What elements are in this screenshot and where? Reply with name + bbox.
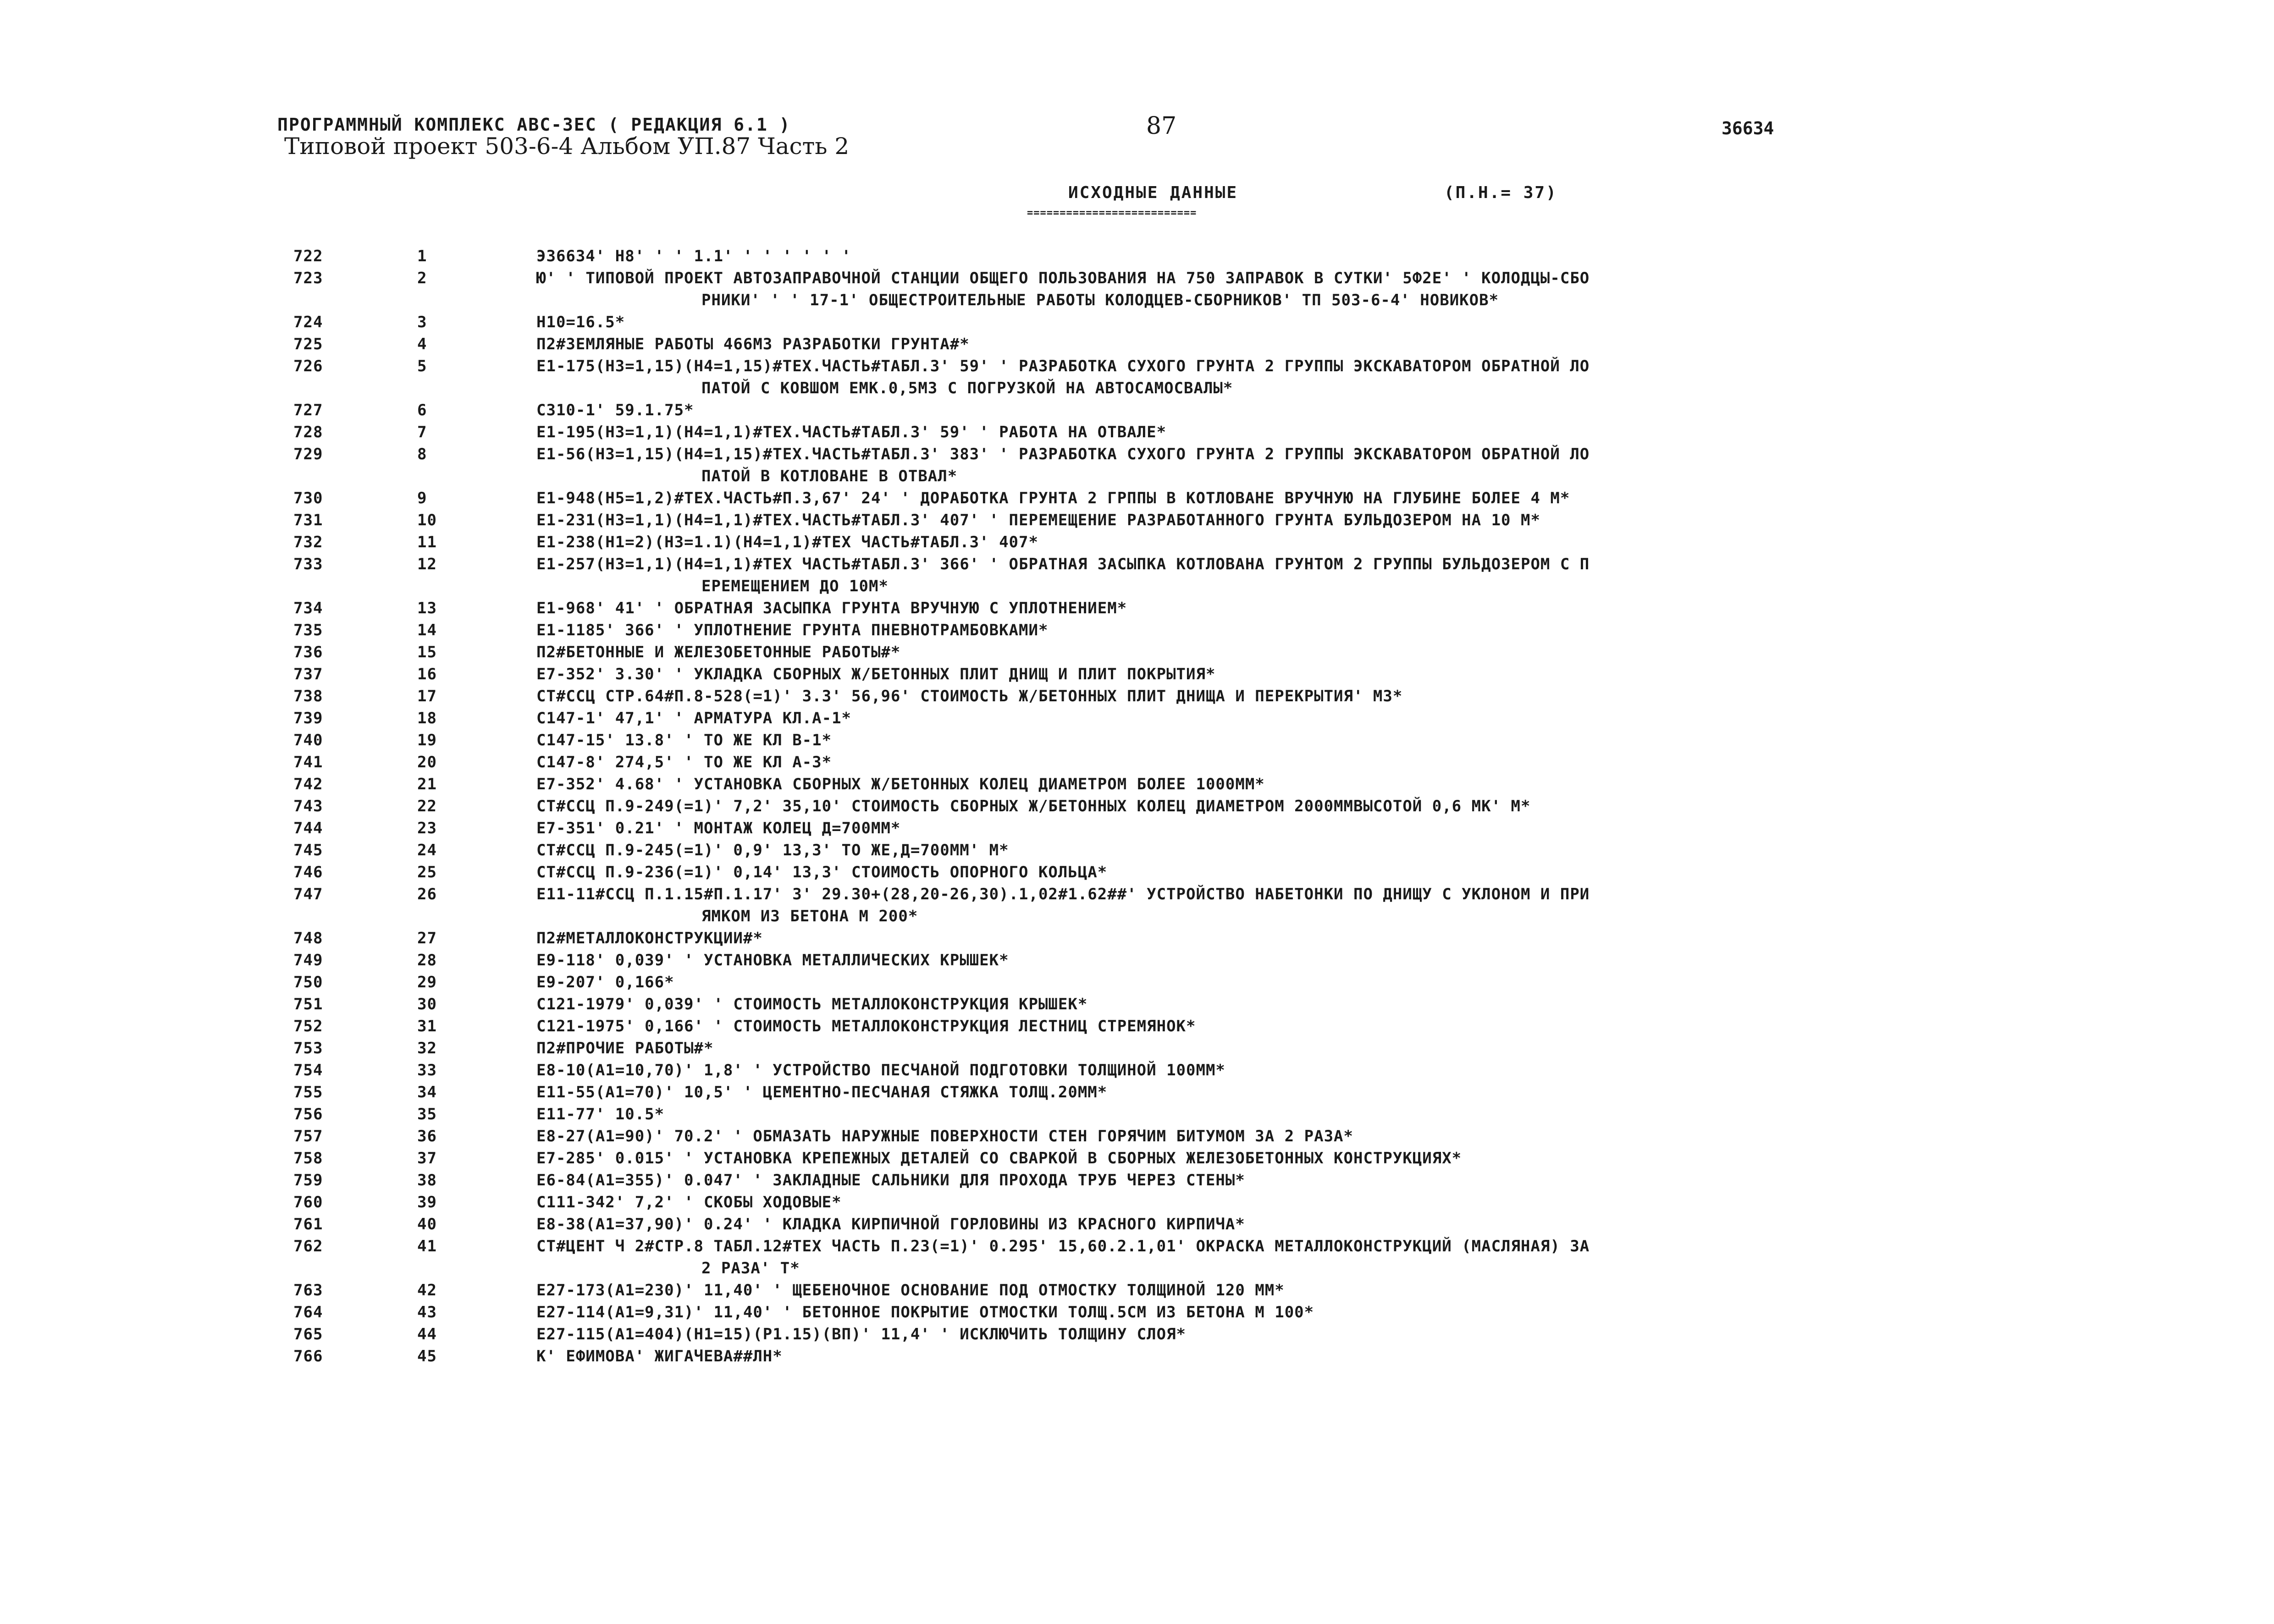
document-number: 36634	[1722, 118, 1774, 138]
line-number: 728	[293, 423, 323, 441]
line-number: 759	[293, 1171, 323, 1189]
item-index: 24	[417, 841, 437, 859]
record-text: Е11-55(А1=70)' 10,5' ' ЦЕМЕНТНО-ПЕСЧАНАЯ СТЯЖКА ТОЛЩ.20ММ*	[536, 1083, 1108, 1101]
item-index: 41	[417, 1237, 437, 1255]
listing-row	[293, 1213, 2008, 1235]
listing-row	[293, 883, 2008, 905]
line-number: 764	[293, 1303, 323, 1321]
item-index: 10	[417, 511, 437, 529]
record-text: С147-8' 274,5' ' ТО ЖЕ КЛ А-3*	[536, 753, 832, 771]
line-number: 758	[293, 1149, 323, 1167]
record-text: С111-342' 7,2' ' СКОБЫ ХОДОВЫЕ*	[536, 1193, 842, 1211]
record-text: Н10=16.5*	[536, 313, 625, 331]
record-text: СТ#ССЦ П.9-249(=1)' 7,2' 35,10' СТОИМОСТЬ СБОРНЫХ Ж/БЕТОННЫХ КОЛЕЦ ДИАМЕТРОМ 2000ММВЫСОТОЙ 0,6 МК' М*	[536, 797, 1531, 815]
item-index: 31	[417, 1017, 437, 1035]
item-index: 7	[417, 423, 427, 441]
line-number: 742	[293, 775, 323, 793]
listing-row	[293, 707, 2008, 729]
item-index: 27	[417, 929, 437, 947]
line-number: 729	[293, 445, 323, 463]
listing-row	[293, 399, 2008, 421]
line-number: 765	[293, 1325, 323, 1343]
line-number: 745	[293, 841, 323, 859]
listing-row-continuation	[293, 905, 2008, 927]
item-index: 39	[417, 1193, 437, 1211]
listing-row	[293, 597, 2008, 619]
listing-row	[293, 311, 2008, 333]
line-number: 740	[293, 731, 323, 749]
record-text: Е8-27(А1=90)' 70.2' ' ОБМАЗАТЬ НАРУЖНЫЕ ПОВЕРХНОСТИ СТЕН ГОРЯЧИМ БИТУМОМ ЗА 2 РАЗА*	[536, 1127, 1353, 1145]
item-index: 11	[417, 533, 437, 551]
item-index: 38	[417, 1171, 437, 1189]
record-text: Е7-352' 4.68' ' УСТАНОВКА СБОРНЫХ Ж/БЕТОННЫХ КОЛЕЦ ДИАМЕТРОМ БОЛЕЕ 1000ММ*	[536, 775, 1265, 793]
listing-row	[293, 421, 2008, 443]
item-index: 13	[417, 599, 437, 617]
item-index: 8	[417, 445, 427, 463]
record-text: Е9-118' 0,039' ' УСТАНОВКА МЕТАЛЛИЧЕСКИХ КРЫШЕК*	[536, 951, 1009, 969]
item-index: 6	[417, 401, 427, 419]
record-text: С147-1' 47,1' ' АРМАТУРА КЛ.А-1*	[536, 709, 852, 727]
line-number: 723	[293, 269, 323, 287]
listing-row	[293, 443, 2008, 465]
page-number: 87	[1146, 112, 1177, 140]
line-number: 734	[293, 599, 323, 617]
record-text: Е1-238(Н1=2)(Н3=1.1)(Н4=1,1)#ТЕХ ЧАСТЬ#ТАБЛ.3' 407*	[536, 533, 1038, 551]
line-number: 741	[293, 753, 323, 771]
data-listing	[293, 245, 2008, 1367]
listing-row	[293, 267, 2008, 289]
listing-row	[293, 1015, 2008, 1037]
record-text-continuation: ЯМКОМ ИЗ БЕТОНА М 200*	[701, 907, 918, 925]
line-number: 738	[293, 687, 323, 705]
item-index: 18	[417, 709, 437, 727]
line-number: 739	[293, 709, 323, 727]
line-number: 743	[293, 797, 323, 815]
listing-row	[293, 1301, 2008, 1323]
section-reference: (П.Н.= 37)	[1444, 183, 1557, 202]
line-number: 735	[293, 621, 323, 639]
record-text: П2#МЕТАЛЛОКОНСТРУКЦИИ#*	[536, 929, 763, 947]
record-text: Е27-114(А1=9,31)' 11,40' ' БЕТОННОЕ ПОКРЫТИЕ ОТМОСТКИ ТОЛЩ.5СМ ИЗ БЕТОНА М 100*	[536, 1303, 1314, 1321]
line-number: 724	[293, 313, 323, 331]
listing-row	[293, 509, 2008, 531]
program-header: ПРОГРАММНЫЙ КОМПЛЕКС АВС-3ЕС ( РЕДАКЦИЯ 6.1 )	[277, 115, 791, 135]
line-number: 737	[293, 665, 323, 683]
item-index: 25	[417, 863, 437, 881]
listing-row	[293, 795, 2008, 817]
record-text: СТ#ЦЕНТ Ч 2#СТР.8 ТАБЛ.12#ТЕХ ЧАСТЬ П.23(=1)' 0.295' 15,60.2.1,01' ОКРАСКА МЕТАЛЛОКОНСТРУКЦИЙ (МАСЛЯНАЯ) ЗА	[536, 1237, 1590, 1255]
listing-row-continuation	[293, 1257, 2008, 1279]
listing-row-continuation	[293, 465, 2008, 487]
line-number: 763	[293, 1281, 323, 1299]
line-number: 749	[293, 951, 323, 969]
record-text: Е7-352' 3.30' ' УКЛАДКА СБОРНЫХ Ж/БЕТОННЫХ ПЛИТ ДНИЩ И ПЛИТ ПОКРЫТИЯ*	[536, 665, 1216, 683]
record-text: С121-1979' 0,039' ' СТОИМОСТЬ МЕТАЛЛОКОНСТРУКЦИЯ КРЫШЕК*	[536, 995, 1088, 1013]
line-number: 752	[293, 1017, 323, 1035]
listing-row	[293, 487, 2008, 509]
listing-row	[293, 993, 2008, 1015]
line-number: 731	[293, 511, 323, 529]
project-header: Типовой проект 503-6-4 Альбом УП.87 Часть 2	[284, 133, 850, 160]
record-text: Е7-351' 0.21' ' МОНТАЖ КОЛЕЦ Д=700ММ*	[536, 819, 901, 837]
record-text: Е1-175(Н3=1,15)(Н4=1,15)#ТЕХ.ЧАСТЬ#ТАБЛ.3' 59' ' РАЗРАБОТКА СУХОГО ГРУНТА 2 ГРУППЫ ЭКСКАВАТОРОМ ОБРАТНОЙ ЛО	[536, 357, 1590, 375]
line-number: 727	[293, 401, 323, 419]
record-text: П2#БЕТОННЫЕ И ЖЕЛЕЗОБЕТОННЫЕ РАБОТЫ#*	[536, 643, 901, 661]
line-number: 747	[293, 885, 323, 903]
listing-row	[293, 1279, 2008, 1301]
record-text: СТ#ССЦ П.9-245(=1)' 0,9' 13,3' ТО ЖЕ,Д=700ММ' М*	[536, 841, 1009, 859]
line-number: 726	[293, 357, 323, 375]
item-index: 17	[417, 687, 437, 705]
item-index: 4	[417, 335, 427, 353]
listing-row	[293, 1235, 2008, 1257]
listing-row-continuation	[293, 377, 2008, 399]
line-number: 751	[293, 995, 323, 1013]
line-number: 766	[293, 1347, 323, 1365]
listing-row	[293, 1147, 2008, 1169]
record-text: Э36634' Н8' ' ' 1.1' ' ' ' ' ' '	[536, 247, 852, 265]
item-index: 30	[417, 995, 437, 1013]
item-index: 2	[417, 269, 427, 287]
listing-row	[293, 729, 2008, 751]
line-number: 757	[293, 1127, 323, 1145]
item-index: 45	[417, 1347, 437, 1365]
record-text: Е1-948(Н5=1,2)#ТЕХ.ЧАСТЬ#П.3,67' 24' ' ДОРАБОТКА ГРУНТА 2 ГРППЫ В КОТЛОВАНЕ ВРУЧНУЮ НА ГЛУБИНЕ БОЛЕЕ 4 М*	[536, 489, 1570, 507]
item-index: 19	[417, 731, 437, 749]
item-index: 42	[417, 1281, 437, 1299]
record-text: Е1-968' 41' ' ОБРАТНАЯ ЗАСЫПКА ГРУНТА ВРУЧНУЮ С УПЛОТНЕНИЕМ*	[536, 599, 1127, 617]
listing-row	[293, 927, 2008, 949]
record-text: П2#ПРОЧИЕ РАБОТЫ#*	[536, 1039, 714, 1057]
record-text: П2#ЗЕМЛЯНЫЕ РАБОТЫ 466М3 РАЗРАБОТКИ ГРУНТА#*	[536, 335, 970, 353]
record-text: Е1-56(Н3=1,15)(Н4=1,15)#ТЕХ.ЧАСТЬ#ТАБЛ.3' 383' ' РАЗРАБОТКА СУХОГО ГРУНТА 2 ГРУППЫ ЭКСКАВАТОРОМ ОБРАТНОЙ ЛО	[536, 445, 1590, 463]
record-text-continuation: ПАТОЙ С КОВШОМ ЕМК.0,5М3 С ПОГРУЗКОЙ НА АВТОСАМОСВАЛЫ*	[701, 379, 1233, 397]
record-text: Е1-195(Н3=1,1)(Н4=1,1)#ТЕХ.ЧАСТЬ#ТАБЛ.3' 59' ' РАБОТА НА ОТВАЛЕ*	[536, 423, 1167, 441]
record-text: К' ЕФИМОВА' ЖИГАЧЕВА##ЛН*	[536, 1347, 783, 1365]
line-number: 750	[293, 973, 323, 991]
item-index: 21	[417, 775, 437, 793]
record-text: Е6-84(А1=355)' 0.047' ' ЗАКЛАДНЫЕ САЛЬНИКИ ДЛЯ ПРОХОДА ТРУБ ЧЕРЕЗ СТЕНЫ*	[536, 1171, 1245, 1189]
line-number: 746	[293, 863, 323, 881]
section-title: ИСХОДНЫЕ ДАННЫЕ	[1068, 183, 1238, 202]
listing-row-continuation	[293, 289, 2008, 311]
item-index: 22	[417, 797, 437, 815]
listing-row	[293, 553, 2008, 575]
listing-row	[293, 861, 2008, 883]
item-index: 23	[417, 819, 437, 837]
record-text: Е11-77' 10.5*	[536, 1105, 665, 1123]
record-text: Е1-1185' 366' ' УПЛОТНЕНИЕ ГРУНТА ПНЕВНОТРАМБОВКАМИ*	[536, 621, 1049, 639]
listing-row	[293, 1081, 2008, 1103]
line-number: 732	[293, 533, 323, 551]
line-number: 756	[293, 1105, 323, 1123]
item-index: 1	[417, 247, 427, 265]
item-index: 40	[417, 1215, 437, 1233]
line-number: 753	[293, 1039, 323, 1057]
listing-row	[293, 971, 2008, 993]
item-index: 16	[417, 665, 437, 683]
record-text: С147-15' 13.8' ' ТО ЖЕ КЛ В-1*	[536, 731, 832, 749]
record-text: СТ#ССЦ П.9-236(=1)' 0,14' 13,3' СТОИМОСТЬ ОПОРНОГО КОЛЬЦА*	[536, 863, 1108, 881]
item-index: 3	[417, 313, 427, 331]
record-text: Е9-207' 0,166*	[536, 973, 674, 991]
listing-row	[293, 751, 2008, 773]
listing-row-continuation	[293, 575, 2008, 597]
listing-row	[293, 839, 2008, 861]
record-text: С121-1975' 0,166' ' СТОИМОСТЬ МЕТАЛЛОКОНСТРУКЦИЯ ЛЕСТНИЦ СТРЕМЯНОК*	[536, 1017, 1196, 1035]
listing-row	[293, 1059, 2008, 1081]
item-index: 33	[417, 1061, 437, 1079]
listing-row	[293, 1169, 2008, 1191]
record-text: Е27-115(А1=404)(Н1=15)(Р1.15)(ВП)' 11,4' ' ИСКЛЮЧИТЬ ТОЛЩИНУ СЛОЯ*	[536, 1325, 1187, 1343]
line-number: 754	[293, 1061, 323, 1079]
line-number: 736	[293, 643, 323, 661]
line-number: 760	[293, 1193, 323, 1211]
line-number: 733	[293, 555, 323, 573]
section-underline: ==========================	[1027, 207, 1197, 219]
item-index: 20	[417, 753, 437, 771]
item-index: 28	[417, 951, 437, 969]
line-number: 755	[293, 1083, 323, 1101]
listing-row	[293, 949, 2008, 971]
listing-row	[293, 663, 2008, 685]
listing-row	[293, 1323, 2008, 1345]
record-text: Е1-257(Н3=1,1)(Н4=1,1)#ТЕХ ЧАСТЬ#ТАБЛ.3' 366' ' ОБРАТНАЯ ЗАСЫПКА КОТЛОВАНА ГРУНТОМ 2 ГРУППЫ БУЛЬДОЗЕРОМ С П	[536, 555, 1590, 573]
item-index: 37	[417, 1149, 437, 1167]
record-text: Е8-38(А1=37,90)' 0.24' ' КЛАДКА КИРПИЧНОЙ ГОРЛОВИНЫ ИЗ КРАСНОГО КИРПИЧА*	[536, 1215, 1245, 1233]
record-text: Ю' ' ТИПОВОЙ ПРОЕКТ АВТОЗАПРАВОЧНОЙ СТАНЦИИ ОБЩЕГО ПОЛЬЗОВАНИЯ НА 750 ЗАПРАВОК В СУТКИ' 5Ф2Е' ' КОЛОДЦЫ-СБО	[536, 269, 1590, 287]
listing-row	[293, 1191, 2008, 1213]
listing-row	[293, 531, 2008, 553]
listing-row	[293, 641, 2008, 663]
line-number: 761	[293, 1215, 323, 1233]
item-index: 5	[417, 357, 427, 375]
listing-row	[293, 1037, 2008, 1059]
record-text: Е27-173(А1=230)' 11,40' ' ЩЕБЕНОЧНОЕ ОСНОВАНИЕ ПОД ОТМОСТКУ ТОЛЩИНОЙ 120 ММ*	[536, 1281, 1285, 1299]
listing-row	[293, 619, 2008, 641]
record-text: Е8-10(А1=10,70)' 1,8' ' УСТРОЙСТВО ПЕСЧАНОЙ ПОДГОТОВКИ ТОЛЩИНОЙ 100ММ*	[536, 1061, 1225, 1079]
item-index: 44	[417, 1325, 437, 1343]
record-text-continuation: РНИКИ' ' ' 17-1' ОБЩЕСТРОИТЕЛЬНЫЕ РАБОТЫ КОЛОДЦЕВ-СБОРНИКОВ' ТП 503-6-4' НОВИКОВ*	[701, 291, 1499, 309]
listing-row	[293, 245, 2008, 267]
listing-row	[293, 1103, 2008, 1125]
item-index: 34	[417, 1083, 437, 1101]
listing-row	[293, 773, 2008, 795]
listing-row	[293, 1125, 2008, 1147]
item-index: 15	[417, 643, 437, 661]
item-index: 9	[417, 489, 427, 507]
listing-row	[293, 1345, 2008, 1367]
listing-row	[293, 355, 2008, 377]
item-index: 12	[417, 555, 437, 573]
line-number: 725	[293, 335, 323, 353]
line-number: 744	[293, 819, 323, 837]
item-index: 29	[417, 973, 437, 991]
line-number: 748	[293, 929, 323, 947]
record-text-continuation: ЕРЕМЕЩЕНИЕМ ДО 10М*	[701, 577, 889, 595]
record-text: СТ#ССЦ СТР.64#П.8-528(=1)' 3.3' 56,96' СТОИМОСТЬ Ж/БЕТОННЫХ ПЛИТ ДНИЩА И ПЕРЕКРЫТИЯ' М3*	[536, 687, 1403, 705]
record-text: С310-1' 59.1.75*	[536, 401, 694, 419]
listing-row	[293, 333, 2008, 355]
record-text: Е11-11#ССЦ П.1.15#П.1.17' 3' 29.30+(28,20-26,30).1,02#1.62##' УСТРОЙСТВО НАБЕТОНКИ ПО ДНИЩУ С УКЛОНОМ И ПРИ	[536, 885, 1590, 903]
record-text: Е7-285' 0.015' ' УСТАНОВКА КРЕПЕЖНЫХ ДЕТАЛЕЙ СО СВАРКОЙ В СБОРНЫХ ЖЕЛЕЗОБЕТОННЫХ КОНСТРУКЦИЯХ*	[536, 1149, 1462, 1167]
item-index: 36	[417, 1127, 437, 1145]
record-text: Е1-231(Н3=1,1)(Н4=1,1)#ТЕХ.ЧАСТЬ#ТАБЛ.3' 407' ' ПЕРЕМЕЩЕНИЕ РАЗРАБОТАННОГО ГРУНТА БУЛЬДОЗЕРОМ НА 10 М*	[536, 511, 1540, 529]
item-index: 43	[417, 1303, 437, 1321]
line-number: 722	[293, 247, 323, 265]
item-index: 32	[417, 1039, 437, 1057]
listing-row	[293, 685, 2008, 707]
listing-row	[293, 817, 2008, 839]
line-number: 762	[293, 1237, 323, 1255]
item-index: 14	[417, 621, 437, 639]
record-text-continuation: 2 РАЗА' Т*	[701, 1259, 800, 1277]
item-index: 35	[417, 1105, 437, 1123]
record-text-continuation: ПАТОЙ В КОТЛОВАНЕ В ОТВАЛ*	[701, 467, 958, 485]
line-number: 730	[293, 489, 323, 507]
item-index: 26	[417, 885, 437, 903]
